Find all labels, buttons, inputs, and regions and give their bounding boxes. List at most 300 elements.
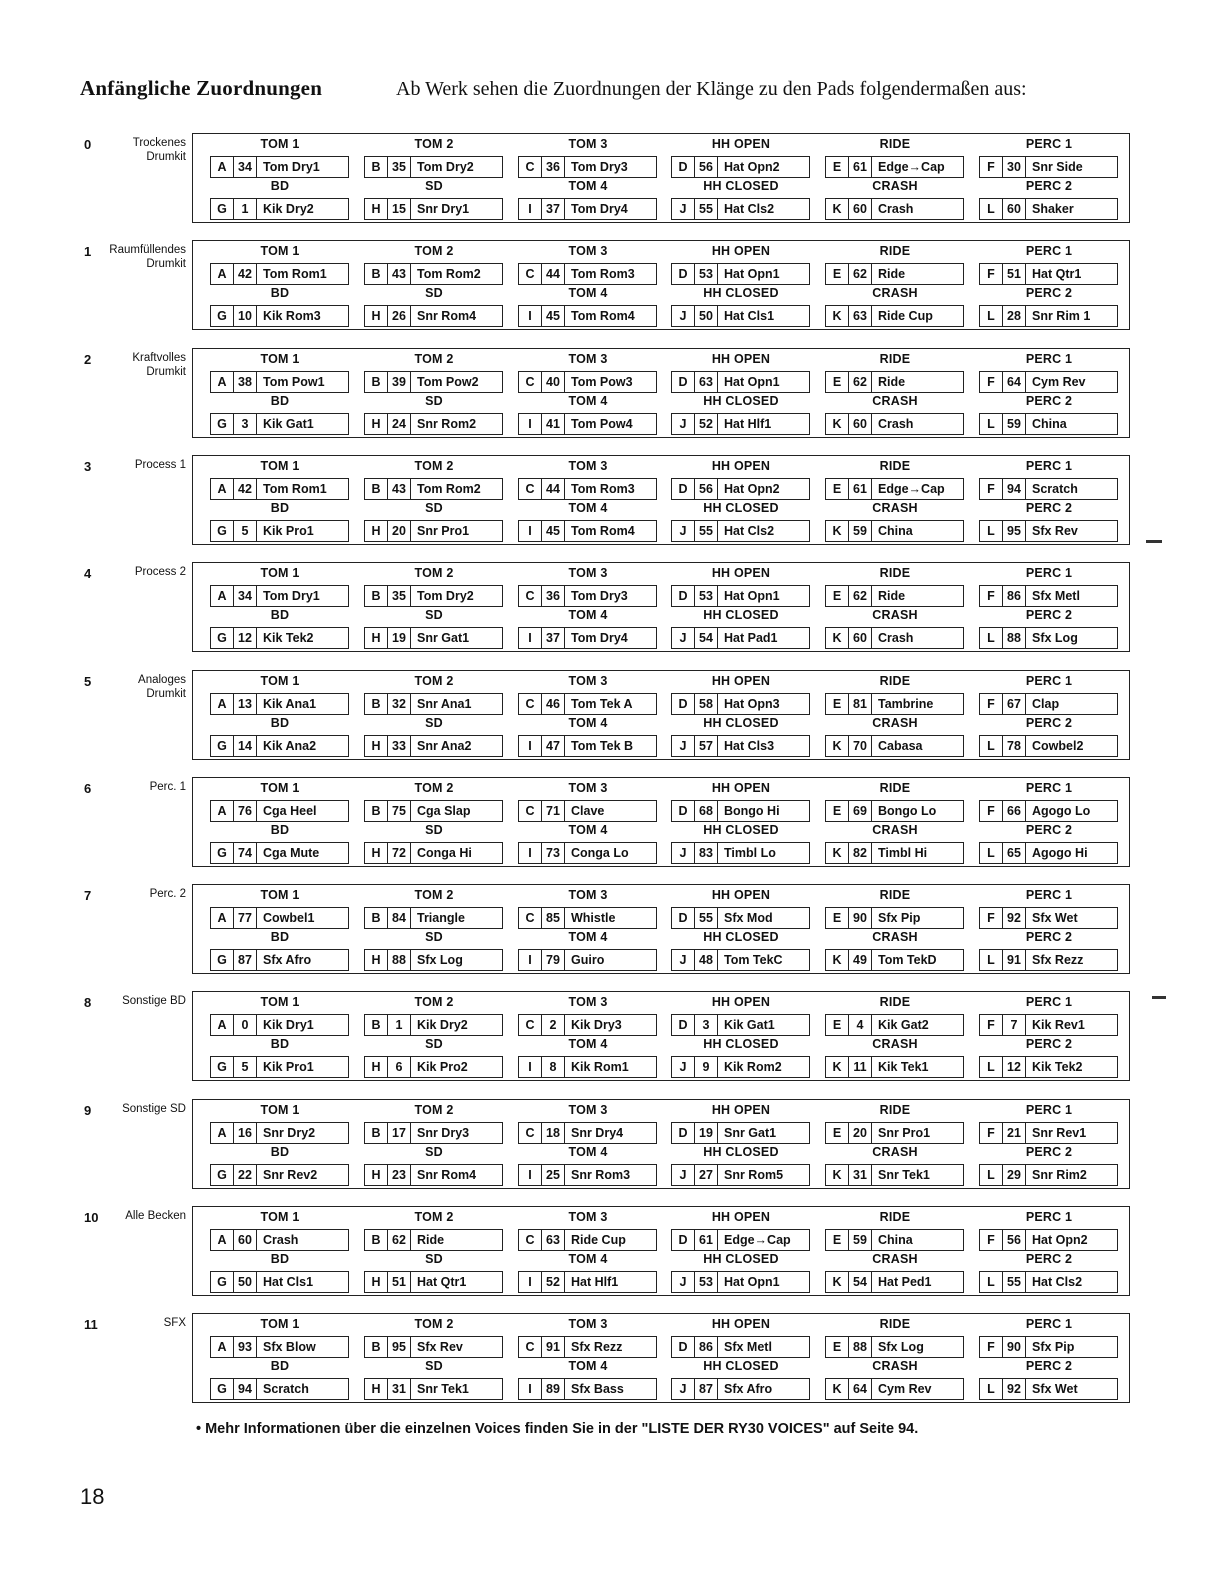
pad-cell xyxy=(210,1014,349,1036)
voice-name: Kik Dry1 xyxy=(263,1018,314,1032)
kit-number: 0 xyxy=(84,137,92,152)
pad-letter: H xyxy=(365,628,388,648)
voice-number: 94 xyxy=(1003,479,1026,499)
kit-number: 9 xyxy=(84,1103,92,1118)
pad-letter: K xyxy=(826,1057,849,1077)
voice-name: Kik Rom3 xyxy=(263,309,321,323)
voice-number: 85 xyxy=(542,908,565,928)
pad-letter: H xyxy=(365,521,388,541)
pad-group-label: RIDE xyxy=(879,566,911,580)
voice-number: 88 xyxy=(388,950,411,970)
pad-group-label: PERC 1 xyxy=(1025,888,1073,902)
pad-cell xyxy=(825,1378,964,1400)
pad-group-label: BD xyxy=(270,179,290,193)
voice-name: Timbl Hi xyxy=(878,846,928,860)
kit-number: 5 xyxy=(84,674,92,689)
pad-letter: L xyxy=(980,414,1003,434)
kit-number: 3 xyxy=(84,459,92,474)
pad-letter: E xyxy=(826,479,849,499)
pad-letter: H xyxy=(365,306,388,326)
voice-number: 58 xyxy=(695,694,718,714)
voice-number: 77 xyxy=(234,908,257,928)
kit-number: 1 xyxy=(84,244,92,259)
pad-letter: F xyxy=(980,586,1003,606)
pad-letter: G xyxy=(211,1057,234,1077)
kit-name: Alle Becken xyxy=(125,1210,186,1222)
pad-letter: I xyxy=(519,199,542,219)
voice-number: 74 xyxy=(234,843,257,863)
pad-letter: C xyxy=(519,157,542,177)
margin-mark xyxy=(1152,996,1166,999)
pad-group-label: SD xyxy=(425,1145,443,1159)
pad-cell xyxy=(210,1229,349,1251)
voice-number: 54 xyxy=(849,1272,872,1292)
pad-cell xyxy=(825,1336,964,1358)
pad-letter: C xyxy=(519,586,542,606)
pad-group-label: TOM 2 xyxy=(414,244,454,258)
voice-name: Sfx Afro xyxy=(263,953,312,967)
pad-cell xyxy=(671,1056,810,1078)
pad-group-label: TOM 4 xyxy=(568,1145,608,1159)
pad-letter: B xyxy=(365,586,388,606)
pad-group-label: PERC 2 xyxy=(1025,1037,1073,1051)
voice-number: 55 xyxy=(1003,1272,1026,1292)
pad-group-label: BD xyxy=(270,1359,290,1373)
pad-cell xyxy=(825,371,964,393)
voice-name: Snr Ana1 xyxy=(417,697,472,711)
voice-number: 31 xyxy=(849,1165,872,1185)
pad-letter: B xyxy=(365,1337,388,1357)
pad-letter: J xyxy=(672,1379,695,1399)
voice-number: 52 xyxy=(695,414,718,434)
pad-cell xyxy=(671,693,810,715)
voice-number: 71 xyxy=(542,801,565,821)
pad-letter: E xyxy=(826,908,849,928)
voice-name: Sfx Blow xyxy=(263,1340,316,1354)
voice-number: 69 xyxy=(849,801,872,821)
pad-letter: E xyxy=(826,1230,849,1250)
voice-number: 51 xyxy=(1003,264,1026,284)
voice-number: 63 xyxy=(695,372,718,392)
voice-name: Kik Dry2 xyxy=(417,1018,468,1032)
pad-cell xyxy=(364,585,503,607)
pad-cell xyxy=(825,585,964,607)
pad-group-label: SD xyxy=(425,1252,443,1266)
pad-letter: E xyxy=(826,372,849,392)
pad-cell xyxy=(979,1056,1118,1078)
kit-name: Trockenes Drumkit xyxy=(132,137,186,163)
pad-letter: G xyxy=(211,628,234,648)
pad-cell xyxy=(518,627,657,649)
pad-cell xyxy=(979,1122,1118,1144)
pad-letter: K xyxy=(826,199,849,219)
voice-number: 55 xyxy=(695,199,718,219)
pad-cell xyxy=(671,520,810,542)
pad-group-label: PERC 2 xyxy=(1025,1145,1073,1159)
pad-letter: K xyxy=(826,736,849,756)
pad-group-label: TOM 2 xyxy=(414,1317,454,1331)
voice-name: Kik Dry3 xyxy=(571,1018,622,1032)
pad-letter: J xyxy=(672,843,695,863)
pad-group-label: PERC 2 xyxy=(1025,823,1073,837)
pad-group-label: CRASH xyxy=(872,1145,918,1159)
pad-cell xyxy=(979,1378,1118,1400)
voice-number: 55 xyxy=(695,908,718,928)
voice-name: Ride xyxy=(878,375,906,389)
voice-number: 91 xyxy=(1003,950,1026,970)
pad-group-label: PERC 1 xyxy=(1025,459,1073,473)
kit-table xyxy=(192,562,1130,652)
pad-cell xyxy=(518,907,657,929)
pad-group-label: TOM 3 xyxy=(568,137,608,151)
pad-cell xyxy=(210,1164,349,1186)
pad-group-label: CRASH xyxy=(872,716,918,730)
pad-cell xyxy=(518,371,657,393)
voice-name: Tom Rom2 xyxy=(417,482,481,496)
pad-group-label: PERC 1 xyxy=(1025,137,1073,151)
pad-letter: C xyxy=(519,694,542,714)
page-intro: Ab Werk sehen die Zuordnungen der Klänge zu den Pads folgendermaßen aus: xyxy=(396,78,1027,100)
voice-name: Tom Tek B xyxy=(571,739,634,753)
voice-number: 53 xyxy=(695,1272,718,1292)
pad-letter: F xyxy=(980,1337,1003,1357)
voice-number: 95 xyxy=(1003,521,1026,541)
voice-number: 60 xyxy=(849,199,872,219)
voice-number: 95 xyxy=(388,1337,411,1357)
kit-number: 8 xyxy=(84,995,92,1010)
kit-table xyxy=(192,240,1130,330)
voice-name: Sfx Rev xyxy=(1032,524,1078,538)
pad-letter: A xyxy=(211,1230,234,1250)
voice-name: Ride xyxy=(878,267,906,281)
pad-cell xyxy=(518,263,657,285)
pad-cell xyxy=(825,907,964,929)
pad-group-label: RIDE xyxy=(879,995,911,1009)
pad-letter: C xyxy=(519,1230,542,1250)
pad-cell xyxy=(671,263,810,285)
kit-number: 4 xyxy=(84,566,92,581)
pad-cell xyxy=(364,1229,503,1251)
pad-cell xyxy=(825,1122,964,1144)
voice-name: Snr Dry1 xyxy=(417,202,470,216)
pad-cell xyxy=(979,735,1118,757)
kit-name: Kraftvolles Drumkit xyxy=(132,352,186,378)
pad-cell xyxy=(671,949,810,971)
voice-name: Timbl Lo xyxy=(724,846,776,860)
voice-number: 86 xyxy=(1003,586,1026,606)
kit-name: Process 2 xyxy=(134,566,186,578)
pad-letter: G xyxy=(211,1379,234,1399)
voice-number: 35 xyxy=(388,157,411,177)
pad-cell xyxy=(979,949,1118,971)
pad-cell xyxy=(825,1164,964,1186)
voice-name: Tom Pow2 xyxy=(417,375,479,389)
pad-cell xyxy=(518,520,657,542)
pad-letter: G xyxy=(211,1272,234,1292)
voice-name: Kik Tek2 xyxy=(1032,1060,1083,1074)
pad-cell xyxy=(210,949,349,971)
voice-name: Clap xyxy=(1032,697,1060,711)
pad-cell xyxy=(671,1229,810,1251)
pad-letter: J xyxy=(672,199,695,219)
pad-cell xyxy=(671,627,810,649)
pad-group-label: SD xyxy=(425,1359,443,1373)
voice-number: 41 xyxy=(542,414,565,434)
pad-letter: J xyxy=(672,628,695,648)
pad-group-label: RIDE xyxy=(879,781,911,795)
pad-group-label: RIDE xyxy=(879,888,911,902)
voice-name: Snr Rom5 xyxy=(724,1168,784,1182)
pad-letter: I xyxy=(519,1272,542,1292)
pad-group-label: HH OPEN xyxy=(711,352,771,366)
voice-number: 90 xyxy=(1003,1337,1026,1357)
pad-group-label: RIDE xyxy=(879,674,911,688)
voice-number: 56 xyxy=(695,479,718,499)
pad-letter: J xyxy=(672,736,695,756)
voice-name: Ride xyxy=(878,589,906,603)
pad-letter: G xyxy=(211,199,234,219)
pad-cell xyxy=(979,198,1118,220)
page-title: Anfängliche Zuordnungen xyxy=(80,76,323,100)
kit-table xyxy=(192,348,1130,438)
kit-number: 2 xyxy=(84,352,92,367)
pad-cell xyxy=(518,842,657,864)
voice-number: 54 xyxy=(695,628,718,648)
pad-group-label: SD xyxy=(425,394,443,408)
pad-letter: K xyxy=(826,628,849,648)
kit-table xyxy=(192,1099,1130,1189)
voice-number: 60 xyxy=(234,1230,257,1250)
voice-name: Hat Opn2 xyxy=(724,160,780,174)
voice-number: 63 xyxy=(542,1230,565,1250)
voice-name: Snr Dry3 xyxy=(417,1126,470,1140)
voice-name: Hat Opn1 xyxy=(724,375,780,389)
voice-number: 14 xyxy=(234,736,257,756)
pad-group-label: HH OPEN xyxy=(711,995,771,1009)
voice-name: Kik Ana1 xyxy=(263,697,317,711)
voice-number: 36 xyxy=(542,157,565,177)
pad-group-label: RIDE xyxy=(879,1210,911,1224)
pad-group-label: HH CLOSED xyxy=(703,930,779,944)
voice-number: 44 xyxy=(542,479,565,499)
voice-number: 20 xyxy=(849,1123,872,1143)
pad-letter: G xyxy=(211,521,234,541)
pad-cell xyxy=(210,627,349,649)
pad-cell xyxy=(825,627,964,649)
pad-group-label: RIDE xyxy=(879,1317,911,1331)
voice-name: Snr Rev1 xyxy=(1032,1126,1087,1140)
voice-name: Kik Pro2 xyxy=(417,1060,468,1074)
pad-group-label: TOM 2 xyxy=(414,352,454,366)
pad-cell xyxy=(979,585,1118,607)
kit-name: Process 1 xyxy=(134,459,186,471)
voice-number: 84 xyxy=(388,908,411,928)
voice-name: Tom Dry1 xyxy=(263,589,320,603)
pad-letter: I xyxy=(519,306,542,326)
voice-number: 43 xyxy=(388,479,411,499)
pad-cell xyxy=(364,1014,503,1036)
kit-table xyxy=(192,1313,1130,1403)
voice-name: Hat Hlf1 xyxy=(571,1275,619,1289)
voice-number: 61 xyxy=(849,479,872,499)
pad-letter: B xyxy=(365,479,388,499)
pad-group-label: BD xyxy=(270,1037,290,1051)
voice-name: Crash xyxy=(878,631,914,645)
kit-number: 6 xyxy=(84,781,92,796)
pad-cell xyxy=(210,478,349,500)
voice-number: 76 xyxy=(234,801,257,821)
voice-name: Tom TekC xyxy=(724,953,783,967)
voice-name: Tom Dry4 xyxy=(571,631,628,645)
pad-group-label: BD xyxy=(270,823,290,837)
voice-name: Hat Opn1 xyxy=(724,267,780,281)
voice-number: 62 xyxy=(849,586,872,606)
pad-group-label: TOM 3 xyxy=(568,1317,608,1331)
voice-number: 10 xyxy=(234,306,257,326)
voice-name: Kik Tek2 xyxy=(263,631,314,645)
kit-name: Perc. 2 xyxy=(149,888,186,900)
pad-group-label: TOM 4 xyxy=(568,930,608,944)
voice-number: 23 xyxy=(388,1165,411,1185)
pad-letter: A xyxy=(211,586,234,606)
pad-cell xyxy=(210,371,349,393)
voice-name: Tom Pow1 xyxy=(263,375,325,389)
pad-group-label: BD xyxy=(270,930,290,944)
pad-cell xyxy=(518,156,657,178)
pad-group-label: HH CLOSED xyxy=(703,1252,779,1266)
pad-letter: D xyxy=(672,157,695,177)
pad-cell xyxy=(364,1271,503,1293)
pad-letter: L xyxy=(980,843,1003,863)
pad-letter: L xyxy=(980,199,1003,219)
pad-group-label: HH CLOSED xyxy=(703,1037,779,1051)
voice-name: Tom Pow3 xyxy=(571,375,633,389)
pad-cell xyxy=(825,478,964,500)
kit-table xyxy=(192,670,1130,760)
voice-number: 87 xyxy=(695,1379,718,1399)
kit-name: Raumfüllendes Drumkit xyxy=(109,244,186,270)
pad-cell xyxy=(364,693,503,715)
pad-letter: B xyxy=(365,1015,388,1035)
pad-cell xyxy=(518,693,657,715)
pad-letter: D xyxy=(672,908,695,928)
pad-cell xyxy=(979,800,1118,822)
pad-group-label: CRASH xyxy=(872,179,918,193)
pad-cell xyxy=(979,1014,1118,1036)
pad-group-label: TOM 4 xyxy=(568,1359,608,1373)
pad-letter: A xyxy=(211,264,234,284)
pad-letter: D xyxy=(672,372,695,392)
voice-number: 15 xyxy=(388,199,411,219)
pad-letter: G xyxy=(211,950,234,970)
pad-cell xyxy=(979,305,1118,327)
pad-group-label: SD xyxy=(425,930,443,944)
voice-name: Agogo Lo xyxy=(1032,804,1091,818)
pad-cell xyxy=(825,413,964,435)
voice-name: Shaker xyxy=(1032,202,1074,216)
pad-letter: C xyxy=(519,801,542,821)
pad-cell xyxy=(825,198,964,220)
pad-group-label: TOM 3 xyxy=(568,566,608,580)
voice-number: 73 xyxy=(542,843,565,863)
voice-name: Clave xyxy=(571,804,605,818)
pad-cell xyxy=(671,305,810,327)
voice-number: 89 xyxy=(542,1379,565,1399)
pad-cell xyxy=(364,478,503,500)
pad-group-label: PERC 1 xyxy=(1025,352,1073,366)
voice-name: Snr Side xyxy=(1032,160,1083,174)
pad-cell xyxy=(671,1271,810,1293)
pad-cell xyxy=(671,1378,810,1400)
pad-letter: L xyxy=(980,950,1003,970)
pad-group-label: SD xyxy=(425,179,443,193)
voice-number: 61 xyxy=(695,1230,718,1250)
voice-number: 62 xyxy=(849,264,872,284)
pad-group-label: TOM 4 xyxy=(568,1037,608,1051)
voice-number: 29 xyxy=(1003,1165,1026,1185)
pad-letter: H xyxy=(365,1379,388,1399)
voice-name: Hat Cls1 xyxy=(263,1275,314,1289)
kit-table xyxy=(192,991,1130,1081)
pad-group-label: TOM 3 xyxy=(568,995,608,1009)
pad-cell xyxy=(364,1122,503,1144)
pad-group-label: TOM 1 xyxy=(260,1210,300,1224)
voice-name: Hat Cls3 xyxy=(724,739,775,753)
pad-letter: D xyxy=(672,1015,695,1035)
voice-name: China xyxy=(878,1233,913,1247)
pad-group-label: CRASH xyxy=(872,1252,918,1266)
pad-group-label: PERC 1 xyxy=(1025,1317,1073,1331)
voice-name: Cowbel2 xyxy=(1032,739,1084,753)
pad-letter: J xyxy=(672,1057,695,1077)
pad-cell xyxy=(825,1229,964,1251)
pad-cell xyxy=(979,156,1118,178)
pad-cell xyxy=(518,198,657,220)
pad-letter: G xyxy=(211,736,234,756)
pad-group-label: TOM 3 xyxy=(568,1210,608,1224)
voice-name: Crash xyxy=(878,202,914,216)
pad-letter: F xyxy=(980,264,1003,284)
voice-number: 67 xyxy=(1003,694,1026,714)
pad-letter: H xyxy=(365,1165,388,1185)
pad-cell xyxy=(364,1164,503,1186)
pad-letter: B xyxy=(365,1230,388,1250)
voice-name: Snr Rom2 xyxy=(417,417,477,431)
kit-table xyxy=(192,1206,1130,1296)
pad-cell xyxy=(825,156,964,178)
voice-name: Hat Qtr1 xyxy=(1032,267,1082,281)
pad-letter: K xyxy=(826,1379,849,1399)
pad-group-label: TOM 1 xyxy=(260,137,300,151)
pad-cell xyxy=(364,949,503,971)
pad-cell xyxy=(825,263,964,285)
voice-name: Sfx Wet xyxy=(1032,1382,1078,1396)
pad-group-label: HH CLOSED xyxy=(703,286,779,300)
voice-name: Tom Dry2 xyxy=(417,589,474,603)
pad-cell xyxy=(671,1164,810,1186)
voice-name: Kik Pro1 xyxy=(263,524,314,538)
pad-group-label: PERC 2 xyxy=(1025,394,1073,408)
pad-group-label: PERC 2 xyxy=(1025,501,1073,515)
pad-cell xyxy=(210,520,349,542)
pad-group-label: TOM 1 xyxy=(260,566,300,580)
pad-letter: C xyxy=(519,372,542,392)
voice-number: 1 xyxy=(388,1015,411,1035)
voice-name: Scratch xyxy=(263,1382,309,1396)
voice-number: 53 xyxy=(695,264,718,284)
pad-cell xyxy=(364,842,503,864)
kit-number: 11 xyxy=(84,1317,98,1332)
